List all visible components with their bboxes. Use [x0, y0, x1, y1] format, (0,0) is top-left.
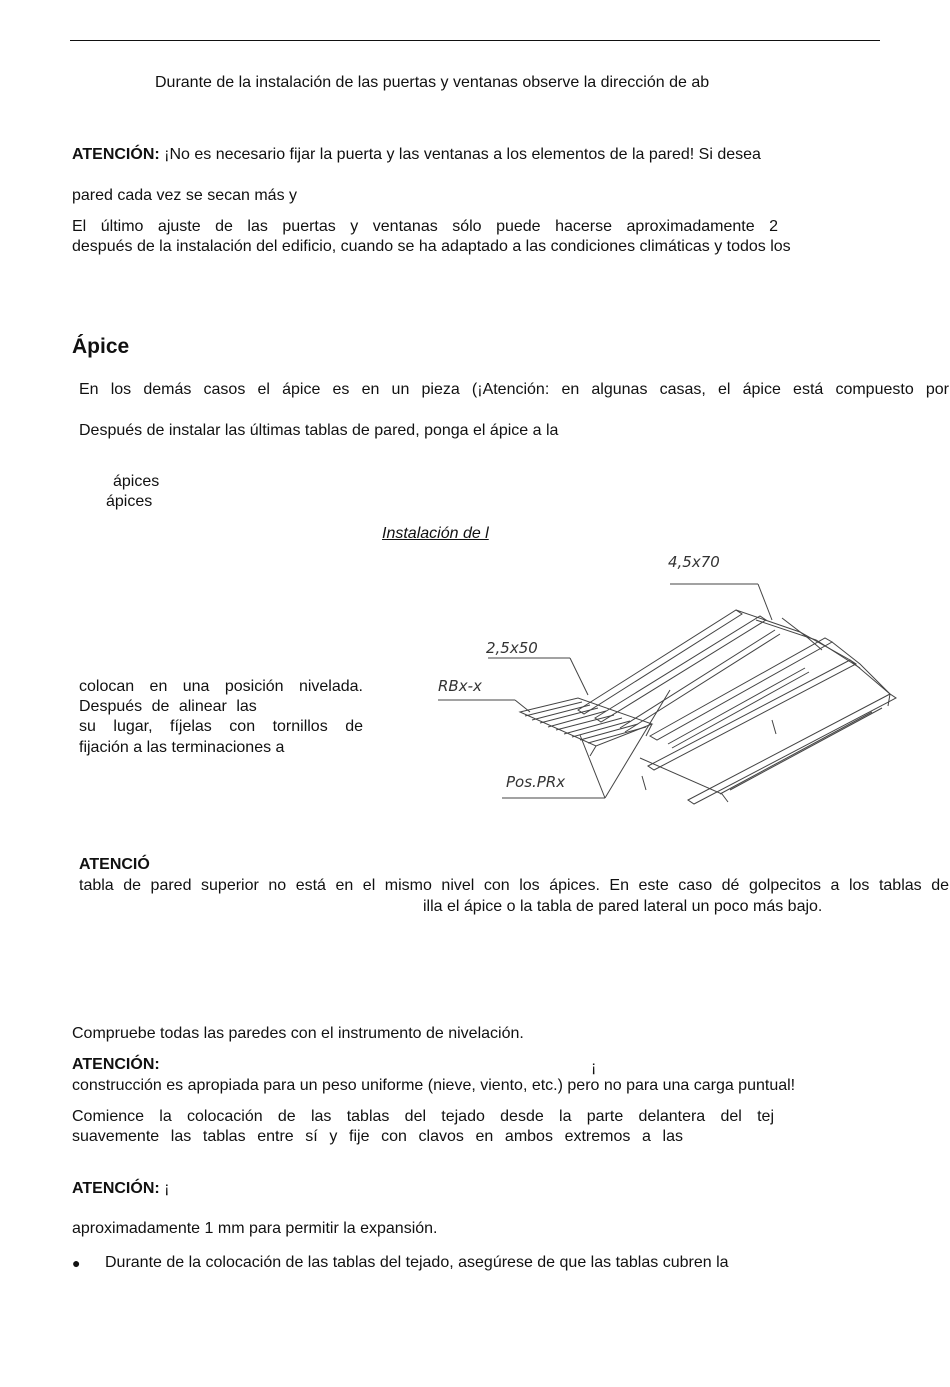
paragraph-line: Después de instalar las últimas tablas de pared, ponga el ápice a la — [79, 422, 559, 439]
paragraph-line: aproximadamente 1 mm para permitir la expansión. — [72, 1220, 438, 1237]
position-label: Pos.PRx — [506, 773, 566, 791]
attention-label: ATENCIÓN: — [72, 1180, 160, 1197]
side-paragraph-line: fijación a las terminaciones a — [79, 739, 285, 756]
attention-note-1 — [72, 145, 761, 165]
paragraph-line: después de la instalación del edificio, cuando se ha adaptado a las condiciones climáticas y todos los — [72, 238, 791, 255]
rail — [668, 668, 809, 748]
side-paragraph-line: su lugar, fíjelas con tornillos de — [79, 718, 363, 735]
attention-text: ¡No es necesario fijar la puerta y las ventanas a los elementos de la pared! Si desea — [159, 146, 761, 163]
apex-frame — [756, 620, 860, 668]
bullet-text: Durante de la colocación de las tablas del tejado, asegúrese de que las tablas cubren la — [105, 1254, 729, 1271]
roof-apex-diagram — [420, 540, 920, 830]
paragraph-fragment: ¡ — [591, 1059, 597, 1076]
paragraph-line: En los demás casos el ápice es en un pieza (¡Atención: en algunas casas, el ápice está compuesto por — [79, 381, 949, 398]
apex-frame — [782, 618, 822, 650]
attention-note-4 — [72, 1179, 169, 1199]
list-item: ápices — [106, 493, 153, 510]
header-rule — [70, 40, 880, 41]
rail — [688, 694, 896, 804]
paragraph-line: illa el ápice o la tabla de pared lateral un poco más bajo. — [423, 898, 823, 915]
bullet-point: ● — [72, 1255, 81, 1271]
attention-label: ATENCIÓ — [79, 856, 150, 873]
paragraph-line: pared cada vez se secan más y — [72, 187, 298, 204]
paragraph-line: suavemente las tablas entre sí y fije con clavos en ambos extremos a las — [72, 1128, 683, 1145]
attention-label: ATENCIÓN: — [72, 1056, 160, 1073]
leader-line — [570, 658, 588, 695]
paragraph-line: tabla de pared superior no está en el mismo nivel con los ápices. En este caso dé golpecitos a los tablas de — [79, 877, 949, 894]
paragraph-line: construcción es apropiada para un peso uniforme (nieve, viento, etc.) pero no para una carga puntual! — [72, 1077, 796, 1094]
paragraph-line: Comience la colocación de las tablas del tejado desde la parte delantera del tej — [72, 1108, 774, 1125]
paragraph-line: Compruebe todas las paredes con el instrumento de nivelación. — [72, 1025, 524, 1042]
leader-line — [758, 584, 772, 620]
attention-label: ATENCIÓN: — [72, 146, 160, 163]
screw-label-top: 4,5x70 — [668, 553, 720, 571]
doors-windows-text: Durante de la instalación de las puertas y ventanas observe la dirección de ab — [155, 74, 710, 91]
list-item: ápices — [113, 473, 160, 490]
section-heading-apice: Ápice — [72, 335, 130, 358]
screw-label-mid: 2,5x50 — [486, 639, 538, 657]
paragraph-line: El último ajuste de las puertas y ventanas sólo puede hacerse aproximadamente 2 — [72, 218, 778, 235]
apex-frame — [736, 610, 890, 694]
rail — [595, 616, 766, 722]
figure-caption: Instalación de l — [382, 525, 489, 542]
board-label: RBx-x — [438, 677, 482, 695]
rail — [648, 660, 856, 770]
rail — [730, 708, 882, 790]
support — [640, 758, 728, 802]
side-paragraph-line: Después de alinear las — [79, 698, 257, 715]
rail — [720, 712, 872, 794]
side-paragraph-line: colocan en una posición nivelada. — [79, 678, 363, 695]
attention-text: ¡ — [159, 1180, 170, 1197]
